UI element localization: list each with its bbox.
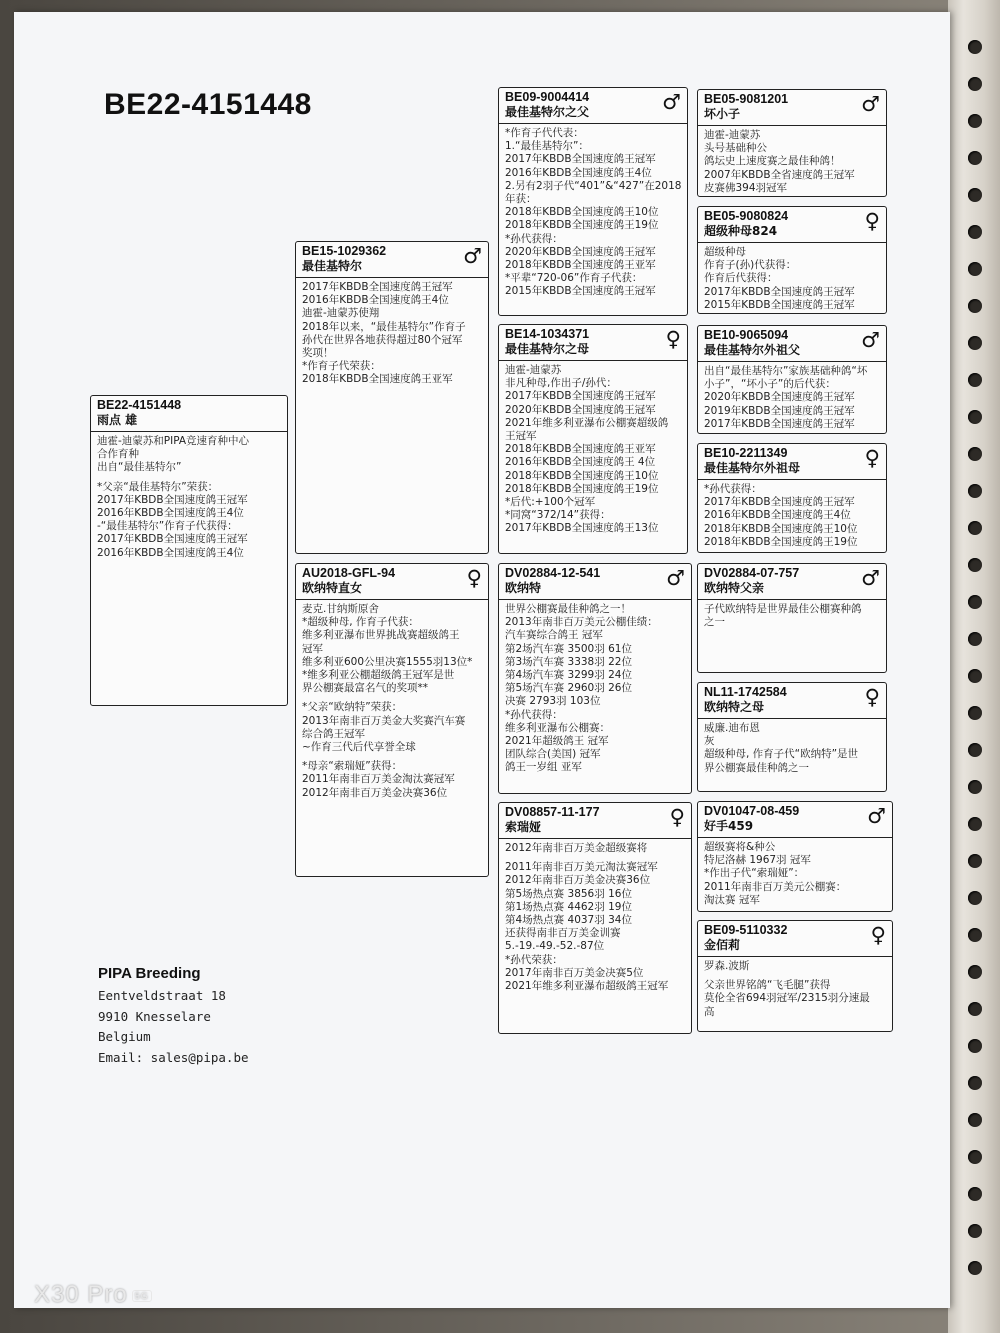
note-line: 2.另有2羽子代“401”&“427”在2018 bbox=[505, 179, 682, 192]
note-line: 合作育种 bbox=[97, 448, 139, 461]
note-line: 2017年KBDB全国速度鸽王冠军 bbox=[97, 493, 248, 506]
note-line: 年获： bbox=[505, 193, 537, 206]
note-line: -“最佳基特尔”作育子代获得： bbox=[97, 520, 238, 533]
note-line: 2011年南非百万美元公棚赛： bbox=[704, 880, 847, 893]
card-header bbox=[499, 88, 687, 124]
note-line: 2017年KBDB全国速度鸽王冠军 bbox=[505, 390, 656, 403]
note-line: *孙代获得： bbox=[505, 708, 563, 721]
pigeon-name: 最佳基特尔之父 bbox=[505, 105, 590, 119]
note-line: 2017年南非百万美金决赛5位 bbox=[505, 966, 644, 979]
note-line: 2016年KBDB全国速度鸽王4位 bbox=[505, 166, 652, 179]
binder-hole bbox=[968, 447, 982, 461]
company-name: PIPA Breeding bbox=[98, 965, 201, 982]
ring-number: DV08857-11-177 bbox=[505, 805, 600, 819]
note-line: 王冠军 bbox=[505, 430, 537, 443]
note-line: 小子”，“坏小子”的后代获： bbox=[704, 378, 836, 391]
binder-hole bbox=[968, 854, 982, 868]
note-line: *作育子代代表： bbox=[505, 127, 584, 139]
note-line: 2015年KBDB全国速度鸽王冠军 bbox=[704, 298, 855, 311]
binder-hole bbox=[968, 891, 982, 905]
note-line: 第5场汽车赛 2960羽 26位 bbox=[505, 682, 632, 695]
binder-hole bbox=[968, 373, 982, 387]
pigeon-name: 欧纳特父亲 bbox=[704, 581, 765, 595]
card-header bbox=[698, 90, 886, 126]
pigeon-name: 欧纳特 bbox=[505, 581, 542, 595]
note-line: 2013年南非百万美元公棚佳绩： bbox=[505, 616, 658, 629]
note-line: 2011年南非百万美金淘汰赛冠军 bbox=[302, 773, 455, 786]
binder-hole bbox=[968, 1076, 982, 1090]
note-line: *超级种母, 作育子代获： bbox=[302, 616, 419, 629]
card-notes bbox=[91, 432, 287, 563]
note-line: 2018年KBDB全国速度鸽王19位 bbox=[505, 219, 659, 232]
binder-hole bbox=[968, 743, 982, 757]
note-line: 迪霍-迪蒙苏使翔 bbox=[302, 307, 380, 320]
note-line: 鸽王一岁组 亚军 bbox=[505, 761, 582, 774]
note-line: 灰 bbox=[704, 735, 715, 748]
male-icon: ♂ bbox=[867, 804, 886, 828]
note-line: 1.“最佳基特尔”： bbox=[505, 140, 589, 153]
note-line: 5.-19.-49.-52.-87位 bbox=[505, 940, 605, 953]
note-line: 莫伦全省694羽冠军/2315羽分速最 bbox=[704, 992, 870, 1005]
note-line: 2018年KBDB全国速度鸽王10位 bbox=[505, 469, 659, 482]
note-line: 冠军 bbox=[302, 642, 323, 655]
binder-hole bbox=[968, 706, 982, 720]
ring-number: BE10-9065094 bbox=[704, 328, 789, 342]
binder-hole bbox=[968, 40, 982, 54]
male-icon: ♂ bbox=[861, 328, 880, 352]
pedigree-card-dam-dam bbox=[498, 802, 692, 1034]
note-line: *维多利亚公棚超级鸽王冠军是世 bbox=[302, 669, 455, 682]
card-notes bbox=[499, 361, 687, 539]
note-line: 非凡种母,作出子/孙代： bbox=[505, 377, 617, 390]
note-line: 迪霍-迪蒙苏和PIPA竞速育种中心 bbox=[97, 435, 250, 447]
binder-hole bbox=[968, 114, 982, 128]
note-line: 威廉.迪布恩 bbox=[704, 722, 760, 734]
note-line: 2018年KBDB全国速度鸽王10位 bbox=[505, 206, 659, 219]
note-line: 2018年KBDB全国速度鸽王10位 bbox=[704, 522, 858, 535]
card-notes bbox=[296, 600, 488, 803]
note-line: *同窝“372/14”获得： bbox=[505, 509, 611, 522]
note-line: *父亲“最佳基特尔”荣获： bbox=[97, 480, 219, 493]
note-line: 决赛 2793羽 103位 bbox=[505, 695, 601, 708]
note-line: *作出子代“索瑞娅”： bbox=[704, 867, 805, 880]
ring-number: DV02884-07-757 bbox=[704, 566, 800, 580]
note-line: 2015年KBDB全国速度鸽王冠军 bbox=[505, 285, 656, 298]
address-email: Email: sales@pipa.be bbox=[98, 1049, 249, 1065]
binder-hole bbox=[968, 1187, 982, 1201]
binder-hole bbox=[968, 336, 982, 350]
note-line: 2012年南非百万美金超级赛将 bbox=[505, 842, 648, 854]
note-line: 超级赛将&种公 bbox=[704, 841, 776, 853]
card-notes bbox=[499, 600, 691, 778]
pigeon-name: 金佰莉 bbox=[704, 938, 741, 952]
note-line: 迪霍-迪蒙苏 bbox=[505, 364, 562, 376]
card-header bbox=[698, 802, 892, 838]
address-city: 9910 Knesselare bbox=[98, 1008, 211, 1024]
pigeon-name: 最佳基特尔外祖父 bbox=[704, 343, 801, 357]
female-icon: ♀ bbox=[665, 327, 681, 351]
note-line: *后代:+100个冠军 bbox=[505, 496, 596, 509]
card-notes bbox=[698, 838, 892, 910]
binder-hole bbox=[968, 188, 982, 202]
note-line: 2012年南非百万美金决赛36位 bbox=[505, 874, 651, 887]
ring-number: BE10-2211349 bbox=[704, 446, 788, 460]
address-street: Eentveldstraat 18 bbox=[98, 988, 226, 1003]
note-line: 2016年KBDB全国速度鸽王4位 bbox=[97, 546, 244, 559]
ring-number: BE05-9081201 bbox=[704, 92, 789, 106]
note-line: 2017年KBDB全国速度鸽王冠军 bbox=[704, 285, 855, 298]
note-line: *孙代获得： bbox=[505, 232, 563, 245]
note-line: 超级种母, 作育子代“欧纳特”是世 bbox=[704, 748, 859, 761]
binder-hole bbox=[968, 1039, 982, 1053]
ring-number: BE22-4151448 bbox=[97, 398, 182, 412]
card-notes bbox=[698, 480, 886, 552]
card-header bbox=[698, 921, 892, 957]
note-line: 2018年KBDB全国速度鸽王19位 bbox=[704, 535, 858, 548]
binder-hole bbox=[968, 817, 982, 831]
binder-hole bbox=[968, 1002, 982, 1016]
note-line: 维多利亚瀑布世界挑战赛超级鸽王 bbox=[302, 629, 460, 642]
pigeon-name: 欧纳特之母 bbox=[704, 700, 765, 714]
card-header bbox=[296, 564, 488, 600]
note-line: 奖项！ bbox=[302, 347, 334, 360]
card-notes bbox=[698, 126, 886, 197]
note-line: 麦克.甘纳斯原舍 bbox=[302, 603, 379, 615]
note-line: 鸽坛史上速度赛之最佳种鸽！ bbox=[704, 155, 841, 168]
female-icon: ♀ bbox=[864, 446, 880, 470]
note-line: 特尼洛赫 1967羽 冠军 bbox=[704, 854, 811, 867]
binder-hole bbox=[968, 299, 982, 313]
card-header bbox=[698, 564, 886, 600]
note-line: 2016年KBDB全国速度鸽王 4位 bbox=[505, 456, 656, 469]
binder-hole bbox=[968, 262, 982, 276]
note-line: 2016年KBDB全国速度鸽王4位 bbox=[97, 507, 244, 520]
binder-hole bbox=[968, 632, 982, 646]
binder-hole bbox=[968, 410, 982, 424]
note-line: 2018年KBDB全国速度鸽王亚军 bbox=[505, 259, 656, 272]
pigeon-name: 坏小子 bbox=[704, 107, 741, 121]
pigeon-name: 最佳基特尔 bbox=[302, 259, 363, 273]
binder-hole bbox=[968, 484, 982, 498]
binder-hole bbox=[968, 151, 982, 165]
pedigree-card-dam bbox=[295, 563, 489, 877]
note-line: *作育子代荣获： bbox=[302, 360, 381, 373]
note-line: *孙代荣获： bbox=[505, 953, 563, 966]
note-line: 之一 bbox=[704, 616, 725, 629]
pigeon-name: 雨点 雄 bbox=[97, 413, 138, 427]
card-notes bbox=[698, 719, 886, 778]
pedigree-card-sire bbox=[295, 241, 489, 554]
male-icon: ♂ bbox=[662, 90, 681, 114]
note-line: 还获得南非百万美金训赛 bbox=[505, 927, 621, 940]
female-icon: ♀ bbox=[864, 685, 880, 709]
pedigree-card-sds bbox=[697, 325, 887, 434]
camera-model: X30 Pro bbox=[34, 1281, 128, 1308]
pedigree-card-dds bbox=[697, 801, 893, 912]
pedigree-card-dss bbox=[697, 563, 887, 673]
note-line: 第4场热点赛 4037羽 34位 bbox=[505, 914, 632, 927]
card-notes bbox=[698, 957, 892, 1022]
ring-number: BE09-9004414 bbox=[505, 90, 590, 104]
note-line: *平辈“720-06”作育子代获： bbox=[505, 272, 643, 285]
binder-hole bbox=[968, 1224, 982, 1238]
note-line: 孙代在世界各地获得超过80个冠军 bbox=[302, 333, 463, 346]
binder-hole bbox=[968, 669, 982, 683]
note-line: 2017年KBDB全国速度鸽王13位 bbox=[505, 522, 659, 535]
note-line: 出自“最佳基特尔” bbox=[97, 461, 182, 474]
note-line: *父亲“欧纳特”荣获： bbox=[302, 701, 403, 714]
pigeon-name: 好手459 bbox=[704, 819, 754, 833]
note-line: 界公棚赛最佳种鸽之一 bbox=[704, 761, 809, 774]
note-line: 2017年KBDB全国速度鸽王冠军 bbox=[97, 533, 248, 546]
pigeon-name: 最佳基特尔之母 bbox=[505, 342, 590, 356]
note-line: 2021年维多利亚瀑布超级鸽王冠军 bbox=[505, 980, 669, 993]
note-line: 2017年KBDB全国速度鸽王冠军 bbox=[704, 496, 855, 509]
male-icon: ♂ bbox=[861, 92, 880, 116]
female-icon: ♀ bbox=[870, 923, 886, 947]
card-header bbox=[698, 326, 886, 362]
ring-number: BE09-5110332 bbox=[704, 923, 788, 937]
note-line: 世界公棚赛最佳种鸽之一！ bbox=[505, 603, 631, 615]
note-line: 父亲世界铭鸽“飞毛腿”获得 bbox=[704, 979, 831, 992]
card-notes bbox=[499, 124, 687, 302]
note-line: 高 bbox=[704, 1005, 715, 1018]
card-header bbox=[91, 396, 287, 432]
note-line: 第3场汽车赛 3338羽 22位 bbox=[505, 655, 632, 668]
note-line: 2011年南非百万美元淘汰赛冠军 bbox=[505, 861, 658, 874]
card-header bbox=[499, 564, 691, 600]
note-line: 2021年超级鸽王 冠军 bbox=[505, 735, 609, 748]
note-line: 第5场热点赛 3856羽 16位 bbox=[505, 887, 632, 900]
pedigree-card-dsd bbox=[697, 682, 887, 792]
binder-hole bbox=[968, 1261, 982, 1275]
binder-hole bbox=[968, 965, 982, 979]
note-line: 2016年KBDB全国速度鸽王4位 bbox=[704, 509, 851, 522]
note-line: 皮赛佛394羽冠军 bbox=[704, 181, 788, 194]
binder-hole bbox=[968, 521, 982, 535]
card-notes bbox=[698, 243, 886, 314]
note-line: 作育后代获得： bbox=[704, 272, 778, 285]
pedigree-card-subject bbox=[90, 395, 288, 706]
card-header bbox=[698, 683, 886, 719]
page-title: BE22-4151448 bbox=[104, 88, 312, 121]
note-line: 出自“最佳基特尔”家族基础种鸽“坏 bbox=[704, 365, 868, 377]
note-line: 2018年KBDB全国速度鸽王19位 bbox=[505, 482, 659, 495]
male-icon: ♂ bbox=[463, 244, 482, 268]
note-line: 维多利亚600公里决赛1555羽13位* bbox=[302, 655, 473, 668]
note-line: 作育子(孙)代获得： bbox=[704, 259, 797, 272]
camera-watermark bbox=[34, 1281, 152, 1309]
ring-number: BE05-9080824 bbox=[704, 209, 789, 223]
note-line: 2013年南非百万美金大奖赛汽车赛 bbox=[302, 714, 466, 727]
binder-hole bbox=[968, 77, 982, 91]
female-icon: ♀ bbox=[466, 566, 482, 590]
ring-number: BE15-1029362 bbox=[302, 244, 387, 258]
note-line: 界公棚赛最富名气的奖项** bbox=[302, 682, 428, 695]
pedigree-card-sdd bbox=[697, 443, 887, 553]
pedigree-card-sire-dam bbox=[498, 324, 688, 554]
binder-hole bbox=[968, 1113, 982, 1127]
card-notes bbox=[499, 839, 691, 996]
pigeon-name: 最佳基特尔外祖母 bbox=[704, 461, 801, 475]
pedigree-card-dam-sire bbox=[498, 563, 692, 794]
note-line: 汽车赛综合鸽王 冠军 bbox=[505, 629, 603, 642]
pedigree-card-sss bbox=[697, 89, 887, 197]
note-line: 超级种母 bbox=[704, 246, 746, 258]
male-icon: ♂ bbox=[666, 566, 685, 590]
note-line: 2018年以来，“最佳基特尔”作育子 bbox=[302, 320, 466, 333]
female-icon: ♀ bbox=[864, 209, 880, 233]
note-line: 淘汰赛 冠军 bbox=[704, 893, 760, 906]
pigeon-name: 索瑞娅 bbox=[505, 820, 542, 834]
pedigree-card-sire-sire bbox=[498, 87, 688, 316]
ring-number: NL11-1742584 bbox=[704, 685, 787, 699]
card-notes bbox=[698, 600, 886, 632]
card-header bbox=[296, 242, 488, 278]
female-icon: ♀ bbox=[669, 805, 685, 829]
binder-hole bbox=[968, 928, 982, 942]
note-line: 第2场汽车赛 3500羽 61位 bbox=[505, 642, 632, 655]
note-line: 子代欧纳特是世界最佳公棚赛种鸽 bbox=[704, 603, 862, 615]
note-line: 2020年KBDB全国速度鸽王冠军 bbox=[505, 245, 656, 258]
address-block bbox=[98, 962, 249, 1068]
card-notes bbox=[296, 278, 488, 390]
pedigree-card-ssd bbox=[697, 206, 887, 314]
card-header bbox=[698, 207, 886, 243]
card-header bbox=[499, 325, 687, 361]
note-line: 2020年KBDB全国速度鸽王冠军 bbox=[505, 403, 656, 416]
note-line: 2021年维多利亚瀑布公棚赛超级鸽 bbox=[505, 416, 669, 429]
pedigree-card-ddd bbox=[697, 920, 893, 1032]
note-line: 2017年KBDB全国速度鸽王冠军 bbox=[302, 281, 453, 293]
card-notes bbox=[698, 362, 886, 434]
ring-number: DV01047-08-459 bbox=[704, 804, 800, 818]
ring-number: AU2018-GFL-94 bbox=[302, 566, 396, 580]
note-line: 2017年KBDB全国速度鸽王冠军 bbox=[704, 417, 855, 430]
note-line: 2007年KBDB全省速度鸽王冠军 bbox=[704, 168, 855, 181]
address-country: Belgium bbox=[98, 1029, 151, 1044]
note-line: 2018年KBDB全国速度鸽王亚军 bbox=[302, 373, 453, 386]
note-line: 2020年KBDB全国速度鸽王冠军 bbox=[704, 391, 855, 404]
note-line: 2017年KBDB全国速度鸽王冠军 bbox=[505, 153, 656, 166]
note-line: *母亲“索瑞娅”获得： bbox=[302, 760, 403, 773]
pigeon-name: 超级种母824 bbox=[704, 224, 778, 238]
note-line: 2018年KBDB全国速度鸽王亚军 bbox=[505, 443, 656, 456]
note-line: 2016年KBDB全国速度鸽王4位 bbox=[302, 294, 449, 307]
ring-number: DV02884-12-541 bbox=[505, 566, 601, 580]
note-line: 团队综合(美国) 冠军 bbox=[505, 748, 601, 761]
ring-number: BE14-1034371 bbox=[505, 327, 590, 341]
note-line: 罗森.波斯 bbox=[704, 960, 750, 972]
note-line: 迪霍-迪蒙苏 bbox=[704, 129, 761, 141]
card-header bbox=[499, 803, 691, 839]
note-line: 2012年南非百万美金决赛36位 bbox=[302, 786, 448, 799]
network-badge: 5G bbox=[132, 1290, 152, 1302]
binder-hole bbox=[968, 595, 982, 609]
binder-holes bbox=[962, 40, 992, 1300]
pigeon-name: 欧纳特直女 bbox=[302, 581, 363, 595]
note-line: 第1场热点赛 4462羽 19位 bbox=[505, 900, 632, 913]
binder-hole bbox=[968, 780, 982, 794]
male-icon: ♂ bbox=[861, 566, 880, 590]
note-line: 头号基础种公 bbox=[704, 142, 767, 155]
card-header bbox=[698, 444, 886, 480]
note-line: 2019年KBDB全国速度鸽王冠军 bbox=[704, 404, 855, 417]
note-line: ~作育三代后代享誉全球 bbox=[302, 741, 416, 754]
binder-hole bbox=[968, 1150, 982, 1164]
binder-hole bbox=[968, 225, 982, 239]
note-line: *孙代获得： bbox=[704, 483, 762, 495]
note-line: 综合鸽王冠军 bbox=[302, 727, 365, 740]
binder-hole bbox=[968, 558, 982, 572]
note-line: 维多利亚瀑布公棚赛： bbox=[505, 721, 610, 734]
note-line: 第4场汽车赛 3299羽 24位 bbox=[505, 669, 632, 682]
